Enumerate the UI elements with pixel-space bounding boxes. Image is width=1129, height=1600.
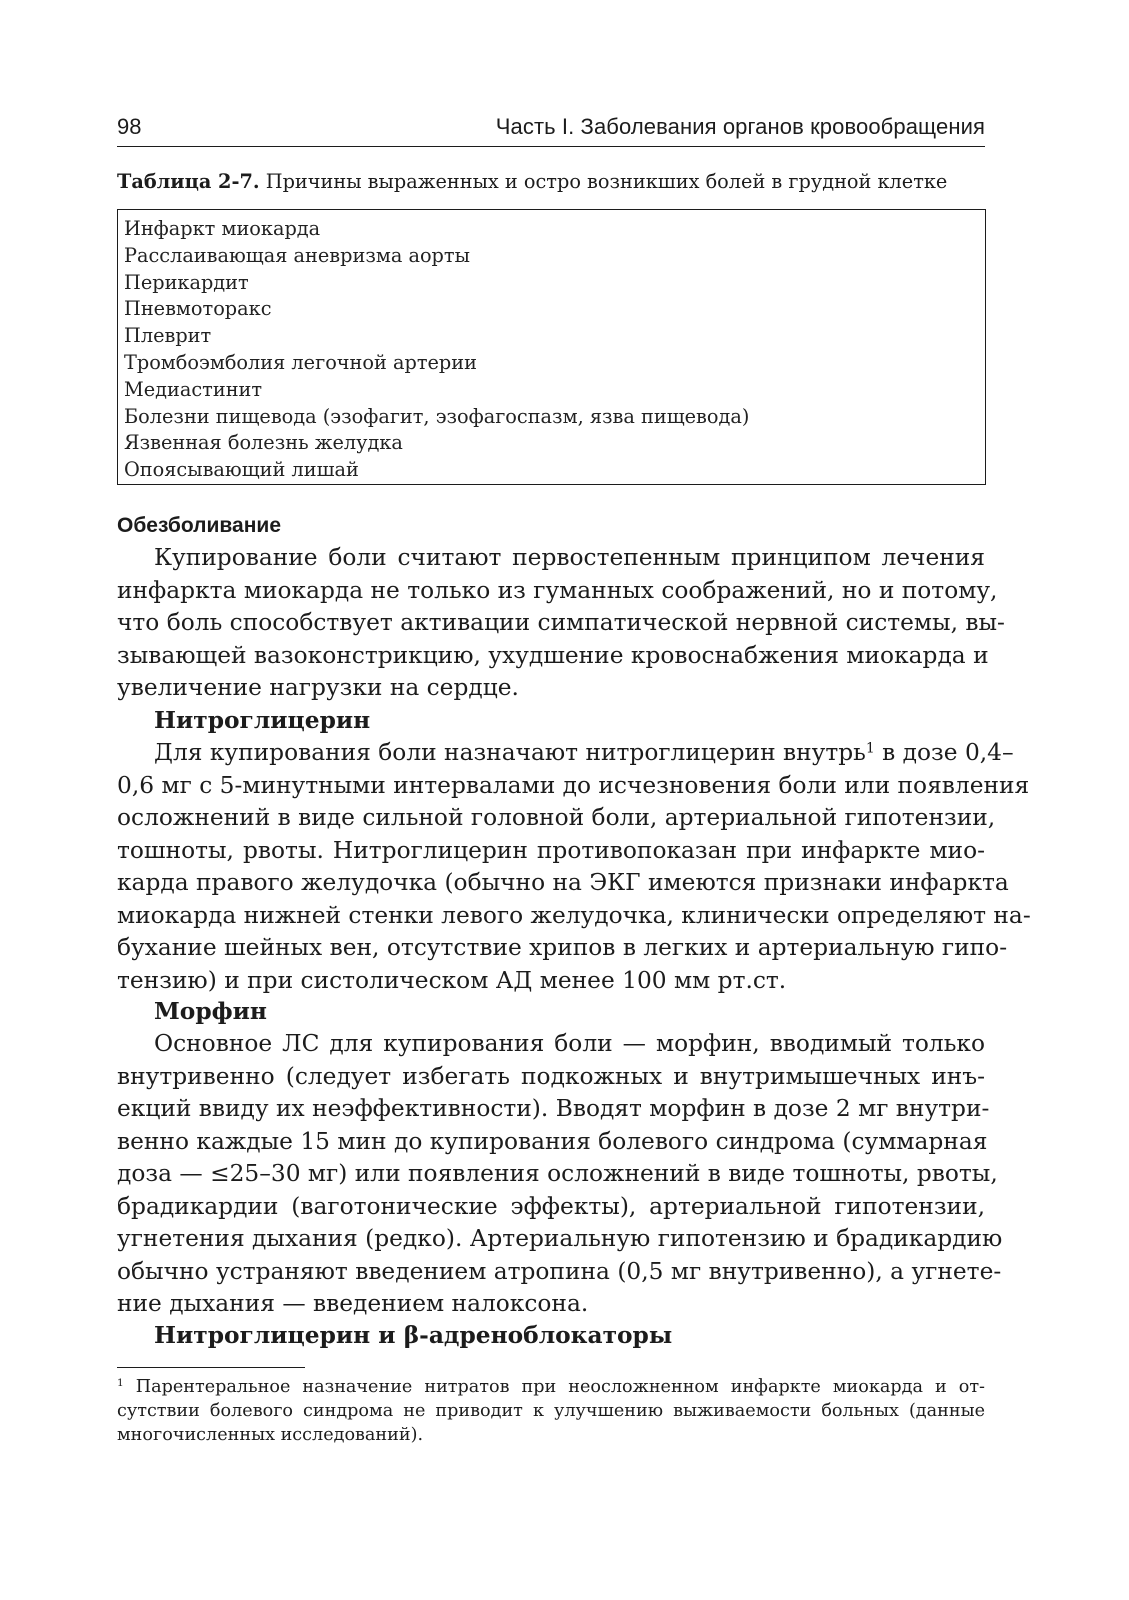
text-span: в дозе 0,4– bbox=[874, 739, 1014, 766]
text-line: брадикардии (ваготонические эффекты), артериальной гипотензии, bbox=[117, 1192, 985, 1220]
text-line: доза — ≤25–30 мг) или появления осложнений в виде тошноты, рвоты, bbox=[117, 1160, 998, 1187]
running-title: Часть I. Заболевания органов кровообращения bbox=[495, 114, 985, 139]
subheading-nitroglycerin: Нитроглицерин bbox=[154, 707, 371, 734]
text-line: ние дыхания — введением налоксона. bbox=[117, 1290, 589, 1317]
table-row: Инфаркт миокарда bbox=[124, 217, 321, 240]
text-line bbox=[117, 737, 1014, 770]
table-row: Опоясывающий лишай bbox=[124, 458, 359, 482]
table-row: Перикардит bbox=[124, 270, 249, 294]
text-line: карда правого желудочка (обычно на ЭКГ имеются признаки инфаркта bbox=[117, 869, 1009, 896]
footnote-ref: 1 bbox=[865, 740, 875, 757]
text-line: сутствии болевого синдрома не приводит к улучшению выживаемости больных (данные bbox=[117, 1401, 985, 1421]
text-line: угнетения дыхания (редко). Артериальную гипотензию и брадикардию bbox=[117, 1225, 1003, 1252]
running-header bbox=[117, 112, 985, 147]
table-row: Тромбоэмболия легочной артерии bbox=[124, 350, 477, 374]
text-line: обычно устраняют введением атропина (0,5 мг внутривенно), а угнете- bbox=[117, 1257, 1002, 1285]
text-line: 0,6 мг с 5-минутными интервалами до исчезновения боли или появления bbox=[117, 771, 1030, 799]
text-line: внутривенно (следует избегать подкожных и внутримышечных инъ- bbox=[117, 1062, 985, 1090]
text-line: тошноты, рвоты. Нитроглицерин противопоказан при инфаркте мио- bbox=[117, 836, 985, 864]
text-line: екций ввиду их неэффективности). Вводят морфин в дозе 2 мг внутри- bbox=[117, 1095, 990, 1122]
table-row: Болезни пищевода (эзофагит, эзофагоспазм, язва пищевода) bbox=[124, 404, 750, 428]
text-line: инфаркта миокарда не только из гуманных соображений, но и потому, bbox=[117, 576, 998, 604]
table-label: Таблица 2-7. bbox=[117, 170, 260, 193]
causes-table bbox=[117, 209, 986, 485]
section-heading: Обезболивание bbox=[117, 514, 282, 537]
text-line: что боль способствует активации симпатической нервной системы, вы- bbox=[117, 609, 1005, 636]
table-row: Плеврит bbox=[124, 324, 212, 348]
text-line bbox=[117, 1375, 985, 1399]
text-line: многочисленных исследований). bbox=[117, 1425, 424, 1445]
text-line: миокарда нижней стенки левого желудочка, клинически определяют на- bbox=[117, 901, 1031, 929]
table-row: Медиастинит bbox=[124, 377, 263, 401]
text-span: Парентеральное назначение нитратов при неосложненном инфаркте миокарда и от- bbox=[123, 1377, 985, 1397]
footnote-marker: 1 bbox=[117, 1377, 124, 1390]
footnote-separator bbox=[117, 1367, 305, 1368]
table-row: Язвенная болезнь желудка bbox=[124, 431, 403, 455]
text-line: зывающей вазоконстрикцию, ухудшение кровоснабжения миокарда и bbox=[117, 641, 989, 669]
text-line: венно каждые 15 мин до купирования болевого синдрома (суммарная bbox=[117, 1127, 988, 1155]
table-caption-text: Причины выраженных и остро возникших болей в грудной клетке bbox=[265, 170, 948, 193]
page-number: 98 bbox=[117, 114, 142, 139]
subheading-morphine: Морфин bbox=[154, 998, 267, 1025]
intro-paragraph bbox=[117, 542, 1005, 705]
morphine-paragraph bbox=[117, 1028, 1003, 1321]
table-row: Расслаивающая аневризма аорты bbox=[124, 243, 470, 267]
text-line: увеличение нагрузки на сердце. bbox=[117, 674, 519, 701]
text-span: Для купирования боли назначают нитроглицерин внутрь bbox=[154, 739, 866, 766]
table-row: Пневмоторакс bbox=[124, 297, 272, 321]
text-line: тензию) и при систолическом АД менее 100 мм рт.ст. bbox=[117, 966, 787, 994]
subheading-nitro-beta-blockers: Нитроглицерин и β-адреноблокаторы bbox=[154, 1322, 673, 1349]
footnote bbox=[117, 1375, 985, 1447]
text-line: осложнений в виде сильной головной боли, артериальной гипотензии, bbox=[117, 804, 996, 831]
table-caption bbox=[117, 168, 985, 196]
text-line: Основное ЛС для купирования боли — морфин, вводимый только bbox=[154, 1030, 985, 1057]
text-line: бухание шейных вен, отсутствие хрипов в легких и артериальную гипо- bbox=[117, 934, 1008, 961]
text-line: Купирование боли считают первостепенным принципом лечения bbox=[154, 544, 985, 571]
nitro-paragraph bbox=[117, 737, 1031, 997]
